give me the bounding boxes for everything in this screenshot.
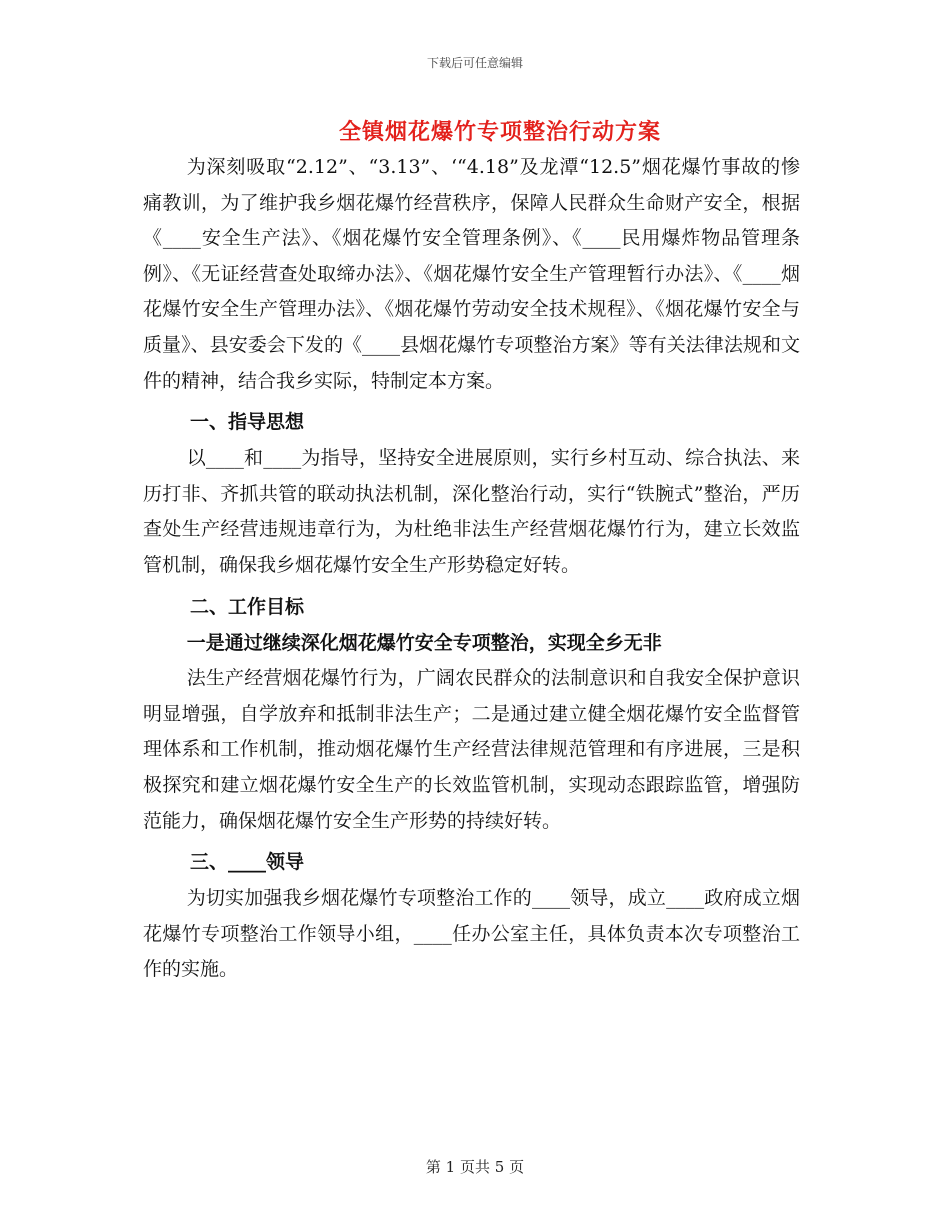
section-heading-work-goals: 二、工作目标 xyxy=(190,595,305,618)
section-lead-work-goals: 一是通过继续深化烟花爆竹安全专项整治，实现全乡无非 xyxy=(186,631,662,654)
section-body-leadership: 为切实加强我乡烟花爆竹专项整治工作的____领导，成立____政府成立烟花爆竹专项整治工作领导小组，____任办公室主任，具体负责本次专项整治工作的实施。 xyxy=(143,887,800,981)
section-body-work-goals: 法生产经营烟花爆竹行为，广阔农民群众的法制意识和自我安全保护意识明显增强，自学放弃和抵制非法生产；二是通过建立健全烟花爆竹安全监督管理体系和工作机制，推动烟花爆竹生产经营法律规范管理和有序进展，三是积极探究和建立烟花爆竹安全生产的长效监管机制，实现动态跟踪监管，增强防范能力，确保烟花爆竹安全生产形势的持续好转。 xyxy=(143,667,800,832)
header-note: 下载后可任意编辑 xyxy=(426,56,523,70)
document-body xyxy=(143,150,800,988)
section-heading-leadership: 三、____领导 xyxy=(190,851,305,874)
intro-paragraph: 为深刻吸取“2.12”、“3.13”、‘“4.18”及龙潭“12.5”烟花爆竹事故的惨痛教训，为了维护我乡烟花爆竹经营秩序，保障人民群众生命财产安全，根据《____安全生产法》、《烟花爆竹安全管理条例》、《____民用爆炸物品管理条例》、《无证经营查处取缔办法》、《烟花爆竹安全生产管理暂行办法》、《____烟花爆竹安全生产管理办法》、《烟花爆竹劳动安全技术规程》、《烟花爆竹安全与质量》、县安委会下发的《____县烟花爆竹专项整治方案》等有关法律法规和文件的精神，结合我乡实际，特制定本方案。 xyxy=(143,156,800,392)
document-title: 全镇烟花爆竹专项整治行动方案 xyxy=(338,119,661,145)
page-number: 第 1 页共 5 页 xyxy=(425,1158,525,1176)
section-heading-guiding-ideology: 一、指导思想 xyxy=(190,411,305,434)
section-body-guiding-ideology: 以____和____为指导，坚持安全进展原则，实行乡村互动、综合执法、来历打非、齐抓共管的联动执法机制，深化整治行动，实行“铁腕式”整治，严历查处生产经营违规违章行为，为杜绝非法生产经营烟花爆竹行为，建立长效监管机制，确保我乡烟花爆竹安全生产形势稳定好转。 xyxy=(143,447,800,576)
